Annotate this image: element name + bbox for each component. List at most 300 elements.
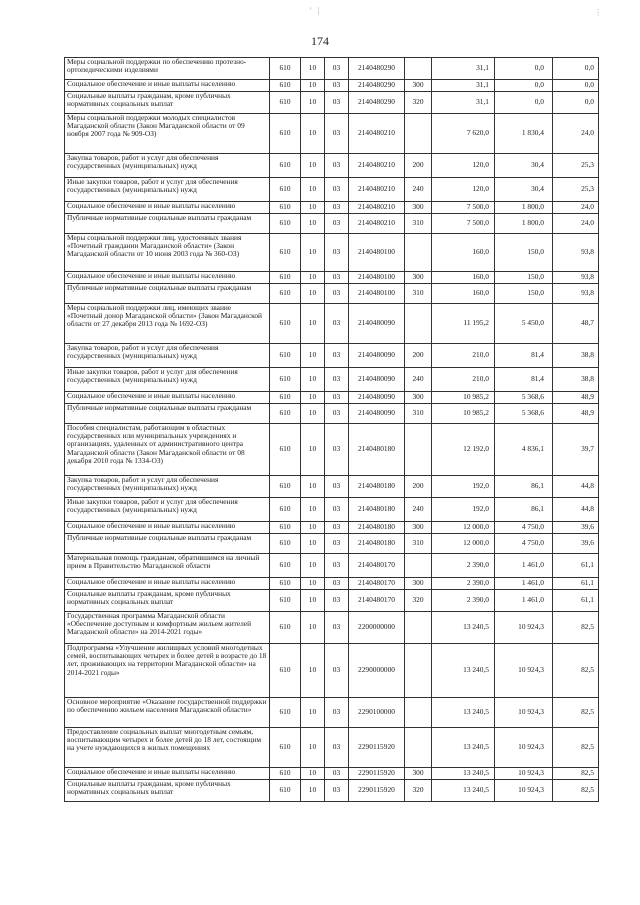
target-article-cell: 2140480180: [349, 522, 405, 534]
execution-percent-cell: 48,7: [553, 304, 599, 344]
executed-amount-cell: 150,0: [495, 234, 553, 272]
ministry-code-cell: 610: [270, 392, 301, 404]
table-row: [65, 80, 599, 92]
expense-type-cell: 310: [405, 214, 432, 234]
execution-percent-cell: 93,8: [553, 284, 599, 304]
ministry-code-cell: 610: [270, 368, 301, 392]
subsection-code-cell: 03: [325, 58, 349, 80]
expense-type-cell: 200: [405, 344, 432, 368]
planned-amount-cell: 11 195,2: [432, 304, 495, 344]
table-row: [65, 404, 599, 424]
item-name-cell: Публичные нормативные социальные выплаты гражданам: [65, 214, 270, 234]
item-name-cell: Социальное обеспечение и иные выплаты населению: [65, 522, 270, 534]
executed-amount-cell: 10 924,3: [495, 612, 553, 644]
target-article-cell: 2140480210: [349, 114, 405, 154]
target-article-cell: 2290100000: [349, 698, 405, 728]
item-name-cell: Социальные выплаты гражданам, кроме публичных нормативных социальных выплат: [65, 780, 270, 802]
execution-percent-cell: 24,0: [553, 214, 599, 234]
section-code-cell: 10: [301, 404, 325, 424]
table-row: [65, 612, 599, 644]
item-name-cell: Социальное обеспечение и иные выплаты населению: [65, 272, 270, 284]
target-article-cell: 2140480170: [349, 590, 405, 612]
execution-percent-cell: 39,6: [553, 534, 599, 554]
ministry-code-cell: 610: [270, 178, 301, 202]
item-name-cell: Меры социальной поддержки молодых специалистов Магаданской области (Закон Магаданской области от 09 ноября 2007 года № 909-ОЗ): [65, 114, 270, 154]
table-row: [65, 284, 599, 304]
executed-amount-cell: 1 800,0: [495, 202, 553, 214]
expense-type-cell: 300: [405, 522, 432, 534]
ministry-code-cell: 610: [270, 554, 301, 578]
target-article-cell: 2140480210: [349, 202, 405, 214]
section-code-cell: 10: [301, 368, 325, 392]
table-row: [65, 522, 599, 534]
ministry-code-cell: 610: [270, 344, 301, 368]
table-row: [65, 644, 599, 698]
execution-percent-cell: 93,8: [553, 272, 599, 284]
expense-type-cell: 300: [405, 768, 432, 780]
item-name-cell: Предоставление социальных выплат многодетным семьям, воспитывающим четырех и более детей до 18 лет, состоящим на учете нуждающихся в жилых помещениях: [65, 728, 270, 768]
table-row: [65, 768, 599, 780]
subsection-code-cell: 03: [325, 284, 349, 304]
section-code-cell: 10: [301, 214, 325, 234]
executed-amount-cell: 1 800,0: [495, 214, 553, 234]
executed-amount-cell: 10 924,3: [495, 698, 553, 728]
planned-amount-cell: 192,0: [432, 476, 495, 498]
execution-percent-cell: 0,0: [553, 58, 599, 80]
target-article-cell: 2140480180: [349, 534, 405, 554]
section-code-cell: 10: [301, 554, 325, 578]
item-name-cell: Социальное обеспечение и иные выплаты населению: [65, 202, 270, 214]
executed-amount-cell: 30,4: [495, 154, 553, 178]
ministry-code-cell: 610: [270, 154, 301, 178]
planned-amount-cell: 12 000,0: [432, 522, 495, 534]
ministry-code-cell: 610: [270, 534, 301, 554]
execution-percent-cell: 48,9: [553, 404, 599, 424]
executed-amount-cell: 10 924,3: [495, 768, 553, 780]
subsection-code-cell: 03: [325, 424, 349, 476]
expense-type-cell: 300: [405, 578, 432, 590]
subsection-code-cell: 03: [325, 154, 349, 178]
executed-amount-cell: 150,0: [495, 272, 553, 284]
expense-type-cell: 320: [405, 92, 432, 114]
executed-amount-cell: 30,4: [495, 178, 553, 202]
subsection-code-cell: 03: [325, 80, 349, 92]
item-name-cell: Закупка товаров, работ и услуг для обеспечения государственных (муниципальных) нужд: [65, 476, 270, 498]
table-row: [65, 476, 599, 498]
ministry-code-cell: 610: [270, 590, 301, 612]
executed-amount-cell: 0,0: [495, 80, 553, 92]
planned-amount-cell: 13 240,5: [432, 644, 495, 698]
table-row: [65, 58, 599, 80]
subsection-code-cell: 03: [325, 272, 349, 284]
executed-amount-cell: 4 750,0: [495, 522, 553, 534]
table-row: [65, 368, 599, 392]
table-row: [65, 154, 599, 178]
expense-type-cell: [405, 114, 432, 154]
scan-marks: ' |: [310, 6, 320, 15]
target-article-cell: 2140480090: [349, 368, 405, 392]
item-name-cell: Основное мероприятие «Оказание государственной поддержки по обеспечению жильем населения Магаданской области»: [65, 698, 270, 728]
ministry-code-cell: 610: [270, 522, 301, 534]
planned-amount-cell: 120,0: [432, 154, 495, 178]
target-article-cell: 2140480180: [349, 424, 405, 476]
ministry-code-cell: 610: [270, 612, 301, 644]
executed-amount-cell: 10 924,3: [495, 644, 553, 698]
expense-type-cell: [405, 554, 432, 578]
expense-type-cell: 200: [405, 154, 432, 178]
execution-percent-cell: 48,9: [553, 392, 599, 404]
planned-amount-cell: 160,0: [432, 284, 495, 304]
execution-percent-cell: 24,0: [553, 114, 599, 154]
expense-type-cell: [405, 58, 432, 80]
section-code-cell: 10: [301, 178, 325, 202]
target-article-cell: 2290115920: [349, 728, 405, 768]
execution-percent-cell: 82,5: [553, 698, 599, 728]
section-code-cell: 10: [301, 272, 325, 284]
table-row: [65, 202, 599, 214]
expense-type-cell: [405, 234, 432, 272]
subsection-code-cell: 03: [325, 522, 349, 534]
planned-amount-cell: 210,0: [432, 368, 495, 392]
item-name-cell: Иные закупки товаров, работ и услуг для обеспечения государственных (муниципальных) нужд: [65, 498, 270, 522]
target-article-cell: 2290115920: [349, 768, 405, 780]
section-code-cell: 10: [301, 114, 325, 154]
target-article-cell: 2140480290: [349, 92, 405, 114]
execution-percent-cell: 93,8: [553, 234, 599, 272]
planned-amount-cell: 160,0: [432, 234, 495, 272]
execution-percent-cell: 39,6: [553, 522, 599, 534]
planned-amount-cell: 2 390,0: [432, 578, 495, 590]
section-code-cell: 10: [301, 498, 325, 522]
target-article-cell: 2140480100: [349, 284, 405, 304]
expense-type-cell: 310: [405, 404, 432, 424]
item-name-cell: Социальное обеспечение и иные выплаты населению: [65, 768, 270, 780]
section-code-cell: 10: [301, 698, 325, 728]
expense-type-cell: 200: [405, 476, 432, 498]
executed-amount-cell: 81,4: [495, 344, 553, 368]
expense-type-cell: 300: [405, 272, 432, 284]
item-name-cell: Закупка товаров, работ и услуг для обеспечения государственных (муниципальных) нужд: [65, 154, 270, 178]
section-code-cell: 10: [301, 476, 325, 498]
expense-type-cell: 320: [405, 780, 432, 802]
section-code-cell: 10: [301, 234, 325, 272]
section-code-cell: 10: [301, 154, 325, 178]
item-name-cell: Закупка товаров, работ и услуг для обеспечения государственных (муниципальных) нужд: [65, 344, 270, 368]
executed-amount-cell: 86,1: [495, 476, 553, 498]
expense-type-cell: 310: [405, 284, 432, 304]
section-code-cell: 10: [301, 424, 325, 476]
executed-amount-cell: 5 450,0: [495, 304, 553, 344]
executed-amount-cell: 4 836,1: [495, 424, 553, 476]
section-code-cell: 10: [301, 728, 325, 768]
planned-amount-cell: 7 500,0: [432, 202, 495, 214]
planned-amount-cell: 13 240,5: [432, 780, 495, 802]
target-article-cell: 2290000000: [349, 644, 405, 698]
page-number: 174: [311, 34, 329, 48]
ministry-code-cell: 610: [270, 698, 301, 728]
table-row: [65, 214, 599, 234]
ministry-code-cell: 610: [270, 272, 301, 284]
subsection-code-cell: 03: [325, 202, 349, 214]
expense-type-cell: [405, 698, 432, 728]
expense-type-cell: 240: [405, 178, 432, 202]
table-row: [65, 234, 599, 272]
section-code-cell: 10: [301, 92, 325, 114]
item-name-cell: Социальное обеспечение и иные выплаты населению: [65, 578, 270, 590]
planned-amount-cell: 13 240,5: [432, 698, 495, 728]
execution-percent-cell: 25,3: [553, 154, 599, 178]
subsection-code-cell: 03: [325, 698, 349, 728]
target-article-cell: 2140480170: [349, 578, 405, 590]
expense-type-cell: 300: [405, 392, 432, 404]
execution-percent-cell: 82,5: [553, 612, 599, 644]
expense-type-cell: [405, 424, 432, 476]
ministry-code-cell: 610: [270, 768, 301, 780]
execution-percent-cell: 25,3: [553, 178, 599, 202]
item-name-cell: Социальное обеспечение и иные выплаты населению: [65, 80, 270, 92]
planned-amount-cell: 13 240,5: [432, 768, 495, 780]
target-article-cell: 2140480180: [349, 476, 405, 498]
item-name-cell: Материальная помощь гражданам, обратившимся на личный прием в Правительство Магаданской области: [65, 554, 270, 578]
scan-corner-mark: ⋮: [594, 8, 602, 17]
ministry-code-cell: 610: [270, 284, 301, 304]
item-name-cell: Социальные выплаты гражданам, кроме публичных нормативных социальных выплат: [65, 92, 270, 114]
ministry-code-cell: 610: [270, 92, 301, 114]
subsection-code-cell: 03: [325, 476, 349, 498]
execution-percent-cell: 0,0: [553, 80, 599, 92]
planned-amount-cell: 7 620,0: [432, 114, 495, 154]
subsection-code-cell: 03: [325, 498, 349, 522]
item-name-cell: Меры социальной поддержки по обеспечению протезно-ортопедическими изделиями: [65, 58, 270, 80]
execution-percent-cell: 44,8: [553, 476, 599, 498]
planned-amount-cell: 7 500,0: [432, 214, 495, 234]
table-row: [65, 392, 599, 404]
execution-percent-cell: 0,0: [553, 92, 599, 114]
section-code-cell: 10: [301, 58, 325, 80]
expense-type-cell: 240: [405, 368, 432, 392]
subsection-code-cell: 03: [325, 612, 349, 644]
table-row: [65, 114, 599, 154]
execution-percent-cell: 61,1: [553, 590, 599, 612]
subsection-code-cell: 03: [325, 578, 349, 590]
item-name-cell: Меры социальной поддержки лиц, имеющих звание «Почетный донор Магаданской области» (Закон Магаданской области от 27 декабря 2013 года № 1692-ОЗ): [65, 304, 270, 344]
item-name-cell: Государственная программа Магаданской области «Обеспечение доступным и комфортным жильем жителей Магаданской области» на 2014-2021 годы»: [65, 612, 270, 644]
table-row: [65, 178, 599, 202]
planned-amount-cell: 120,0: [432, 178, 495, 202]
table-row: [65, 92, 599, 114]
planned-amount-cell: 210,0: [432, 344, 495, 368]
execution-percent-cell: 61,1: [553, 554, 599, 578]
ministry-code-cell: 610: [270, 304, 301, 344]
item-name-cell: Пособия специалистам, работающим в областных государственных или муниципальных учреждениях и организациях, удаленных от административного центра Магаданской области (Закон Магаданской области от 08 декабря 2010 года № 1334-ОЗ): [65, 424, 270, 476]
planned-amount-cell: 2 390,0: [432, 590, 495, 612]
section-code-cell: 10: [301, 284, 325, 304]
executed-amount-cell: 10 924,3: [495, 728, 553, 768]
table-row: [65, 554, 599, 578]
execution-percent-cell: 82,5: [553, 768, 599, 780]
planned-amount-cell: 10 985,2: [432, 392, 495, 404]
target-article-cell: 2140480090: [349, 404, 405, 424]
section-code-cell: 10: [301, 392, 325, 404]
subsection-code-cell: 03: [325, 392, 349, 404]
ministry-code-cell: 610: [270, 114, 301, 154]
ministry-code-cell: 610: [270, 728, 301, 768]
section-code-cell: 10: [301, 578, 325, 590]
target-article-cell: 2140480210: [349, 214, 405, 234]
ministry-code-cell: 610: [270, 424, 301, 476]
executed-amount-cell: 81,4: [495, 368, 553, 392]
ministry-code-cell: 610: [270, 644, 301, 698]
ministry-code-cell: 610: [270, 578, 301, 590]
subsection-code-cell: 03: [325, 780, 349, 802]
executed-amount-cell: 1 461,0: [495, 554, 553, 578]
target-article-cell: 2140480290: [349, 80, 405, 92]
section-code-cell: 10: [301, 80, 325, 92]
table-row: [65, 498, 599, 522]
subsection-code-cell: 03: [325, 590, 349, 612]
subsection-code-cell: 03: [325, 114, 349, 154]
planned-amount-cell: 160,0: [432, 272, 495, 284]
expense-type-cell: [405, 612, 432, 644]
execution-percent-cell: 61,1: [553, 578, 599, 590]
ministry-code-cell: 610: [270, 214, 301, 234]
table-row: [65, 304, 599, 344]
executed-amount-cell: 10 924,3: [495, 780, 553, 802]
table-row: [65, 272, 599, 284]
section-code-cell: 10: [301, 304, 325, 344]
section-code-cell: 10: [301, 590, 325, 612]
table-body: [65, 58, 599, 802]
expense-type-cell: [405, 644, 432, 698]
table-row: [65, 698, 599, 728]
ministry-code-cell: 610: [270, 58, 301, 80]
target-article-cell: 2290115920: [349, 780, 405, 802]
executed-amount-cell: 5 368,6: [495, 404, 553, 424]
executed-amount-cell: 5 368,6: [495, 392, 553, 404]
item-name-cell: Социальное обеспечение и иные выплаты населению: [65, 392, 270, 404]
table-row: [65, 780, 599, 802]
budget-table: [64, 57, 599, 802]
expense-type-cell: 300: [405, 80, 432, 92]
section-code-cell: 10: [301, 522, 325, 534]
item-name-cell: Подпрограмма «Улучшение жилищных условий многодетных семей, воспитывающих четырех и более детей в возрасте до 18 лет, проживающих на территории Магаданской области» на 2014-2021 годы»: [65, 644, 270, 698]
execution-percent-cell: 38,8: [553, 368, 599, 392]
table-row: [65, 534, 599, 554]
target-article-cell: 2140480090: [349, 392, 405, 404]
ministry-code-cell: 610: [270, 780, 301, 802]
ministry-code-cell: 610: [270, 202, 301, 214]
subsection-code-cell: 03: [325, 768, 349, 780]
ministry-code-cell: 610: [270, 498, 301, 522]
section-code-cell: 10: [301, 644, 325, 698]
target-article-cell: 2140480090: [349, 344, 405, 368]
executed-amount-cell: 150,0: [495, 284, 553, 304]
target-article-cell: 2140480090: [349, 304, 405, 344]
execution-percent-cell: 82,5: [553, 780, 599, 802]
item-name-cell: Иные закупки товаров, работ и услуг для обеспечения государственных (муниципальных) нужд: [65, 178, 270, 202]
table-row: [65, 344, 599, 368]
subsection-code-cell: 03: [325, 304, 349, 344]
executed-amount-cell: 0,0: [495, 58, 553, 80]
planned-amount-cell: 12 000,0: [432, 534, 495, 554]
execution-percent-cell: 24,0: [553, 202, 599, 214]
executed-amount-cell: 0,0: [495, 92, 553, 114]
executed-amount-cell: 1 461,0: [495, 590, 553, 612]
target-article-cell: 2200000000: [349, 612, 405, 644]
target-article-cell: 2140480210: [349, 178, 405, 202]
execution-percent-cell: 82,5: [553, 728, 599, 768]
ministry-code-cell: 610: [270, 404, 301, 424]
subsection-code-cell: 03: [325, 554, 349, 578]
section-code-cell: 10: [301, 780, 325, 802]
execution-percent-cell: 82,5: [553, 644, 599, 698]
planned-amount-cell: 2 390,0: [432, 554, 495, 578]
table-row: [65, 578, 599, 590]
planned-amount-cell: 13 240,5: [432, 612, 495, 644]
planned-amount-cell: 31,1: [432, 92, 495, 114]
table-row: [65, 728, 599, 768]
section-code-cell: 10: [301, 202, 325, 214]
execution-percent-cell: 44,8: [553, 498, 599, 522]
subsection-code-cell: 03: [325, 644, 349, 698]
section-code-cell: 10: [301, 768, 325, 780]
subsection-code-cell: 03: [325, 92, 349, 114]
section-code-cell: 10: [301, 612, 325, 644]
planned-amount-cell: 12 192,0: [432, 424, 495, 476]
subsection-code-cell: 03: [325, 214, 349, 234]
subsection-code-cell: 03: [325, 534, 349, 554]
execution-percent-cell: 38,8: [553, 344, 599, 368]
planned-amount-cell: 31,1: [432, 80, 495, 92]
subsection-code-cell: 03: [325, 178, 349, 202]
subsection-code-cell: 03: [325, 368, 349, 392]
execution-percent-cell: 39,7: [553, 424, 599, 476]
expense-type-cell: 310: [405, 534, 432, 554]
ministry-code-cell: 610: [270, 80, 301, 92]
expense-type-cell: 240: [405, 498, 432, 522]
target-article-cell: 2140480210: [349, 154, 405, 178]
budget-table-wrap: [64, 57, 598, 802]
target-article-cell: 2140480290: [349, 58, 405, 80]
item-name-cell: Публичные нормативные социальные выплаты гражданам: [65, 534, 270, 554]
section-code-cell: 10: [301, 534, 325, 554]
subsection-code-cell: 03: [325, 344, 349, 368]
table-row: [65, 590, 599, 612]
planned-amount-cell: 192,0: [432, 498, 495, 522]
executed-amount-cell: 1 461,0: [495, 578, 553, 590]
subsection-code-cell: 03: [325, 404, 349, 424]
executed-amount-cell: 1 830,4: [495, 114, 553, 154]
expense-type-cell: [405, 304, 432, 344]
expense-type-cell: 320: [405, 590, 432, 612]
executed-amount-cell: 4 750,0: [495, 534, 553, 554]
item-name-cell: Иные закупки товаров, работ и услуг для обеспечения государственных (муниципальных) нужд: [65, 368, 270, 392]
target-article-cell: 2140480180: [349, 498, 405, 522]
expense-type-cell: [405, 728, 432, 768]
ministry-code-cell: 610: [270, 234, 301, 272]
table-row: [65, 424, 599, 476]
target-article-cell: 2140480100: [349, 272, 405, 284]
planned-amount-cell: 31,1: [432, 58, 495, 80]
executed-amount-cell: 86,1: [495, 498, 553, 522]
item-name-cell: Меры социальной поддержки лиц, удостоенных звания «Почетный гражданин Магаданской области» (Закон Магаданской области от 10 июня 2003 года № 360-ОЗ): [65, 234, 270, 272]
target-article-cell: 2140480170: [349, 554, 405, 578]
ministry-code-cell: 610: [270, 476, 301, 498]
planned-amount-cell: 13 240,5: [432, 728, 495, 768]
subsection-code-cell: 03: [325, 234, 349, 272]
item-name-cell: Социальные выплаты гражданам, кроме публичных нормативных социальных выплат: [65, 590, 270, 612]
planned-amount-cell: 10 985,2: [432, 404, 495, 424]
